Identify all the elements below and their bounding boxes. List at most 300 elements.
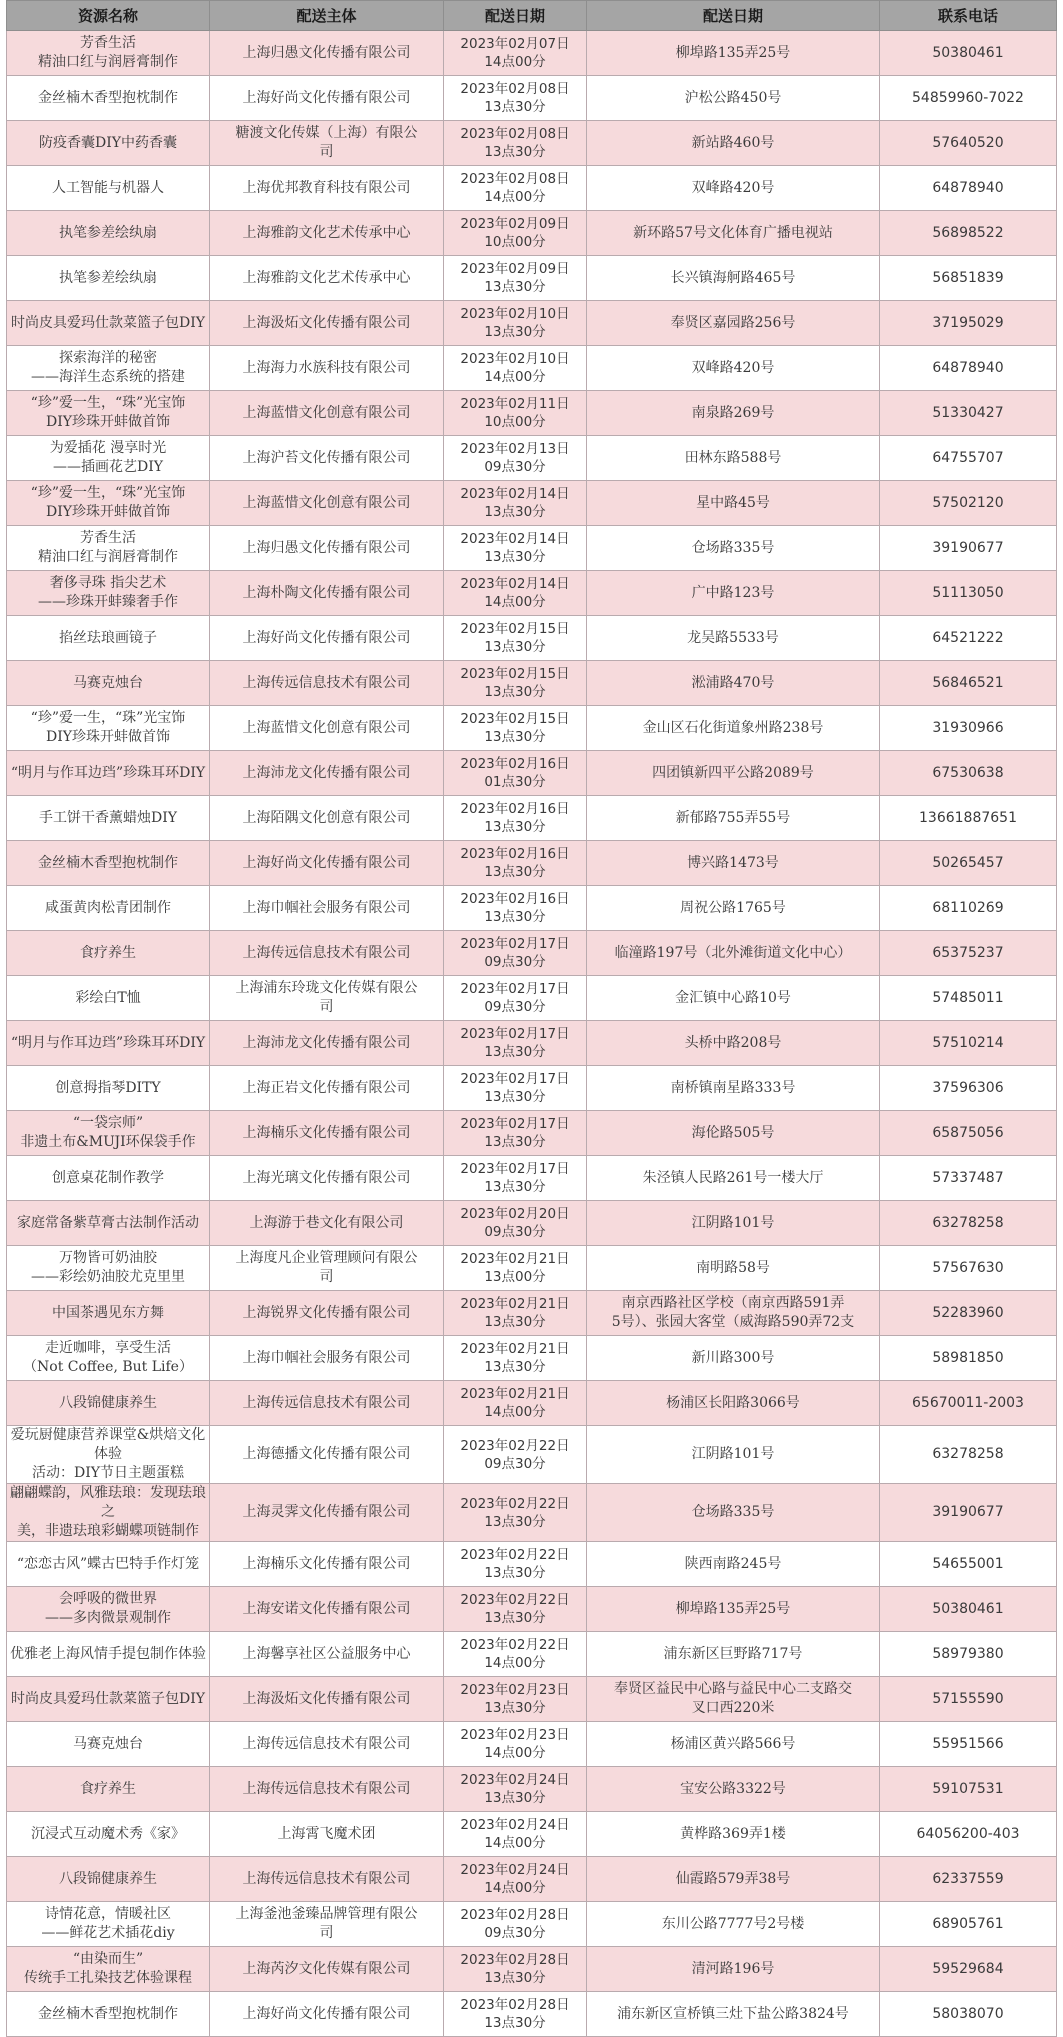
cell-provider-line: 上海好尚文化传播有限公司: [242, 89, 411, 106]
cell-address-line: 奉贤区嘉园路256号: [670, 314, 796, 331]
table-row: [7, 1947, 1057, 1992]
cell-phone: [880, 1066, 1057, 1111]
cell-resource-name: [7, 1947, 210, 1992]
cell-provider-line: 上海灵霁文化传播有限公司: [242, 1504, 411, 1520]
cell-phone: [880, 931, 1057, 976]
cell-date-line: 2023年02月17日: [460, 1071, 570, 1087]
cell-provider: [210, 1542, 444, 1587]
cell-phone: [880, 481, 1057, 526]
cell-date-line: 09点30分: [484, 1224, 546, 1240]
cell-address: [587, 886, 880, 931]
cell-provider: [210, 301, 444, 346]
cell-date: [444, 481, 587, 526]
table-row: [7, 481, 1057, 526]
cell-resource-name-line: 人工智能与机器人: [52, 179, 164, 196]
table-row: [7, 121, 1057, 166]
cell-date: [444, 1947, 587, 1992]
cell-phone: [880, 1291, 1057, 1336]
cell-address: [587, 751, 880, 796]
cell-provider-line: 上海沛龙文化传播有限公司: [242, 1034, 411, 1051]
cell-resource-name-line: 传统手工扎染技艺体验课程: [24, 1970, 192, 1986]
cell-phone: [880, 76, 1057, 121]
cell-date-line: 2023年02月21日: [460, 1341, 570, 1357]
table-row: [7, 1722, 1057, 1767]
cell-resource-name-line: 探索海洋的秘密: [59, 350, 157, 366]
cell-date-line: 13点30分: [484, 99, 546, 115]
cell-address: [587, 1902, 880, 1947]
cell-phone-line: 54655001: [932, 1555, 1004, 1572]
cell-address-line: 金汇镇中心路10号: [675, 989, 791, 1006]
cell-provider: [210, 1336, 444, 1381]
cell-date-line: 2023年02月13日: [460, 441, 570, 457]
cell-resource-name-line: 创意拇指琴DITY: [55, 1079, 161, 1096]
cell-date-line: 09点30分: [484, 459, 546, 475]
cell-resource-name: [7, 1201, 210, 1246]
cell-provider-line: 上海釜池釜臻品牌管理有限公: [235, 1906, 418, 1922]
cell-provider: [210, 841, 444, 886]
cell-date: [444, 1484, 587, 1542]
cell-date: [444, 1021, 587, 1066]
cell-resource-name: [7, 121, 210, 166]
cell-provider: [210, 1677, 444, 1722]
cell-address-line: 仙霞路579弄38号: [675, 1870, 791, 1887]
cell-date-line: 13点30分: [484, 1359, 546, 1375]
cell-address-line: 南桥镇南星路333号: [670, 1079, 796, 1096]
cell-provider-line: 上海霄飞魔术团: [277, 1825, 376, 1842]
cell-date: [444, 436, 587, 481]
cell-date: [444, 886, 587, 931]
cell-phone-line: 59107531: [932, 1780, 1004, 1797]
cell-date-line: 14点00分: [484, 54, 546, 70]
cell-date: [444, 1722, 587, 1767]
cell-address: [587, 1812, 880, 1857]
cell-provider-line: 上海海力水族科技有限公司: [242, 359, 411, 376]
cell-date-line: 13点30分: [484, 1700, 546, 1716]
cell-resource-name-line: 精油口红与润唇膏制作: [38, 549, 178, 565]
cell-resource-name: [7, 1677, 210, 1722]
cell-date-line: 2023年02月10日: [460, 306, 570, 322]
cell-date-line: 14点00分: [484, 1404, 546, 1420]
cell-date-line: 2023年02月17日: [460, 1116, 570, 1132]
cell-date-line: 13点30分: [484, 144, 546, 160]
cell-provider: [210, 1722, 444, 1767]
cell-date-line: 2023年02月22日: [460, 1637, 570, 1653]
cell-provider: [210, 31, 444, 76]
cell-phone: [880, 1857, 1057, 1902]
cell-address-line: 广中路123号: [691, 584, 775, 601]
cell-date-line: 2023年02月07日: [460, 36, 570, 52]
cell-resource-name-line: 食疗养生: [80, 1780, 136, 1797]
cell-resource-name-line: 掐丝珐琅画镜子: [59, 629, 157, 646]
cell-phone: [880, 1767, 1057, 1812]
cell-resource-name-line: 优雅老上海风情手提包制作体验: [10, 1645, 206, 1662]
cell-resource-name-line: 马赛克烛台: [73, 1735, 143, 1752]
cell-address: [587, 976, 880, 1021]
cell-provider: [210, 571, 444, 616]
cell-date-line: 14点00分: [484, 1880, 546, 1896]
cell-date: [444, 1111, 587, 1156]
cell-provider: [210, 1111, 444, 1156]
cell-date: [444, 76, 587, 121]
cell-address: [587, 1857, 880, 1902]
cell-provider: [210, 211, 444, 256]
cell-resource-name-line: 时尚皮具爱玛仕款菜篮子包DIY: [11, 1690, 205, 1707]
cell-address-line: 朱泾镇人民路261号一楼大厅: [642, 1169, 824, 1186]
cell-provider-line: 上海锐界文化传播有限公司: [242, 1304, 411, 1321]
cell-address: [587, 346, 880, 391]
cell-phone-line: 57155590: [932, 1690, 1004, 1707]
cell-date-line: 09点30分: [484, 999, 546, 1015]
cell-provider-line: 上海蓝惜文化创意有限公司: [242, 404, 411, 421]
table-row: [7, 841, 1057, 886]
cell-resource-name: [7, 1111, 210, 1156]
cell-date-line: 2023年02月10日: [460, 351, 570, 367]
cell-resource-name: [7, 1902, 210, 1947]
cell-date-line: 2023年02月23日: [460, 1727, 570, 1743]
cell-date: [444, 1587, 587, 1632]
cell-address-line: 柳埠路135弄25号: [675, 44, 791, 61]
cell-phone-line: 63278258: [932, 1214, 1004, 1231]
table-row: [7, 1542, 1057, 1587]
cell-address-line: 头桥中路208号: [684, 1034, 782, 1051]
cell-phone-line: 63278258: [932, 1446, 1004, 1462]
cell-phone: [880, 616, 1057, 661]
cell-provider-line: 司: [319, 144, 334, 160]
cell-provider-line: 上海传远信息技术有限公司: [242, 1735, 411, 1752]
cell-address: [587, 1156, 880, 1201]
cell-phone: [880, 1677, 1057, 1722]
cell-address: [587, 391, 880, 436]
cell-phone-line: 58038070: [932, 2005, 1004, 2022]
table-row: [7, 526, 1057, 571]
cell-phone-line: 13661887651: [919, 809, 1017, 826]
cell-date-line: 09点30分: [484, 1925, 546, 1941]
cell-date-line: 2023年02月15日: [460, 666, 570, 682]
cell-phone: [880, 1111, 1057, 1156]
cell-date-line: 2023年02月28日: [460, 1952, 570, 1968]
cell-provider: [210, 1812, 444, 1857]
cell-date: [444, 931, 587, 976]
table-row: [7, 436, 1057, 481]
cell-provider: [210, 886, 444, 931]
cell-date: [444, 256, 587, 301]
cell-phone-line: 57567630: [932, 1259, 1004, 1276]
table-row: [7, 1426, 1057, 1484]
table-row: [7, 31, 1057, 76]
cell-resource-name-line: 沉浸式互动魔术秀《家》: [31, 1825, 185, 1842]
table-row: [7, 166, 1057, 211]
cell-resource-name-line: 为爱插花 漫享时光: [49, 440, 167, 456]
cell-phone: [880, 346, 1057, 391]
cell-date-line: 13点00分: [484, 1269, 546, 1285]
cell-date-line: 2023年02月14日: [460, 486, 570, 502]
table-row: [7, 1201, 1057, 1246]
cell-resource-name-line: “明月与作耳边珰”珍珠耳环DIY: [10, 764, 206, 781]
cell-provider-line: 上海朴陶文化传播有限公司: [242, 584, 411, 601]
cell-phone-line: 64521222: [932, 629, 1004, 646]
cell-provider-line: 上海正岩文化传播有限公司: [242, 1079, 411, 1096]
cell-phone: [880, 1426, 1057, 1484]
cell-phone-line: 50380461: [932, 44, 1004, 61]
cell-resource-name-line: 咸蛋黄肉松青团制作: [45, 899, 171, 916]
cell-resource-name-line: ——鲜花艺术插花diy: [41, 1925, 175, 1941]
cell-resource-name: [7, 436, 210, 481]
cell-resource-name-line: “珍”爱一生，“珠”光宝饰: [30, 485, 186, 501]
cell-resource-name-line: 翩翩蝶韵，风雅珐琅：发现珐琅之: [10, 1485, 206, 1520]
cell-resource-name-line: 非遗土布&MUJI环保袋手作: [20, 1134, 196, 1150]
cell-date-line: 13点30分: [484, 1089, 546, 1105]
cell-resource-name-line: ——海洋生态系统的搭建: [31, 369, 185, 385]
cell-phone-line: 64056200-403: [916, 1825, 1020, 1842]
cell-resource-name-line: “由染而生”: [72, 1951, 144, 1967]
cell-address: [587, 1947, 880, 1992]
cell-date: [444, 166, 587, 211]
cell-address-line: 奉贤区益民中心路与益民中心二支路交: [614, 1681, 852, 1697]
cell-date-line: 2023年02月17日: [460, 981, 570, 997]
cell-address-line: 双峰路420号: [691, 359, 775, 376]
cell-address-line: 淞浦路470号: [691, 674, 775, 691]
cell-resource-name-line: “珍”爱一生，“珠”光宝饰: [30, 710, 186, 726]
table-row: [7, 1246, 1057, 1291]
cell-address-line: 东川公路7777号2号楼: [661, 1915, 805, 1932]
table-row: [7, 571, 1057, 616]
cell-date: [444, 976, 587, 1021]
cell-date: [444, 211, 587, 256]
cell-address: [587, 1291, 880, 1336]
cell-phone-line: 50265457: [932, 854, 1004, 871]
cell-phone-line: 52283960: [932, 1304, 1004, 1321]
cell-resource-name-line: 执笔参差绘纨扇: [59, 269, 157, 286]
cell-resource-name-line: 奢侈寻珠 指尖艺术: [49, 575, 167, 591]
cell-address-line: 龙吴路5533号: [687, 629, 779, 646]
cell-date-line: 2023年02月24日: [460, 1817, 570, 1833]
cell-address: [587, 1246, 880, 1291]
cell-date-line: 13点30分: [484, 684, 546, 700]
cell-phone-line: 50380461: [932, 1600, 1004, 1617]
cell-phone-line: 57337487: [932, 1169, 1004, 1186]
table-row: [7, 1902, 1057, 1947]
cell-resource-name: [7, 1992, 210, 2037]
cell-phone: [880, 1992, 1057, 2037]
cell-resource-name: [7, 706, 210, 751]
cell-address-line: 沪松公路450号: [684, 89, 782, 106]
cell-date-line: 2023年02月20日: [460, 1206, 570, 1222]
table-row: [7, 1632, 1057, 1677]
cell-address: [587, 526, 880, 571]
cell-date-line: 2023年02月11日: [460, 396, 570, 412]
cell-date-line: 2023年02月14日: [460, 531, 570, 547]
cell-provider: [210, 1066, 444, 1111]
cell-date-line: 2023年02月16日: [460, 846, 570, 862]
cell-date: [444, 796, 587, 841]
table-row: [7, 1587, 1057, 1632]
cell-resource-name: [7, 1767, 210, 1812]
cell-provider: [210, 1484, 444, 1542]
cell-resource-name: [7, 796, 210, 841]
cell-provider-line: 上海度凡企业管理顾问有限公: [235, 1250, 418, 1266]
cell-address-line: 海伦路505号: [691, 1124, 775, 1141]
table-row: [7, 1021, 1057, 1066]
cell-provider: [210, 1632, 444, 1677]
cell-date-line: 2023年02月16日: [460, 801, 570, 817]
cell-resource-name: [7, 481, 210, 526]
cell-phone: [880, 256, 1057, 301]
cell-address-line: 博兴路1473号: [687, 854, 779, 871]
cell-provider-line: 上海安诺文化传播有限公司: [242, 1600, 411, 1617]
cell-date-line: 13点30分: [484, 279, 546, 295]
cell-resource-name-line: 彩绘白T恤: [75, 989, 141, 1006]
cell-date: [444, 1857, 587, 1902]
cell-provider-line: 上海巾帼社会服务有限公司: [242, 899, 411, 916]
cell-phone-line: 65875056: [932, 1124, 1004, 1141]
cell-address: [587, 571, 880, 616]
schedule-table-container: [6, 0, 1056, 2037]
cell-phone: [880, 841, 1057, 886]
cell-phone: [880, 1902, 1057, 1947]
cell-phone-line: 39190677: [932, 1504, 1004, 1520]
cell-resource-name: [7, 391, 210, 436]
cell-date-line: 2023年02月22日: [460, 1592, 570, 1608]
cell-provider: [210, 1426, 444, 1484]
cell-phone: [880, 1336, 1057, 1381]
cell-provider-line: 上海传远信息技术有限公司: [242, 944, 411, 961]
cell-phone: [880, 1632, 1057, 1677]
cell-resource-name-line: “珍”爱一生，“珠”光宝饰: [30, 395, 186, 411]
cell-resource-name-line: 诗情花意，情暖社区: [45, 1906, 171, 1922]
cell-date-line: 09点30分: [484, 1455, 546, 1472]
header-phone: 联系电话: [880, 1, 1057, 31]
cell-phone: [880, 1587, 1057, 1632]
cell-phone: [880, 121, 1057, 166]
cell-resource-name-line: 金丝楠木香型抱枕制作: [38, 854, 178, 871]
table-row: [7, 616, 1057, 661]
cell-date-line: 01点30分: [484, 774, 546, 790]
cell-address-line: 新郁路755弄55号: [675, 809, 791, 826]
cell-phone: [880, 751, 1057, 796]
cell-date-line: 2023年02月28日: [460, 1997, 570, 2013]
table-row: [7, 1812, 1057, 1857]
cell-date: [444, 1291, 587, 1336]
cell-address: [587, 31, 880, 76]
table-row: [7, 1484, 1057, 1542]
header-delivery-address: 配送日期: [587, 1, 880, 31]
cell-resource-name: [7, 1291, 210, 1336]
cell-resource-name-line: 食疗养生: [80, 944, 136, 961]
cell-address: [587, 76, 880, 121]
cell-date: [444, 1767, 587, 1812]
cell-provider: [210, 661, 444, 706]
cell-date-line: 14点00分: [484, 189, 546, 205]
cell-date-line: 13点30分: [484, 864, 546, 880]
cell-provider: [210, 526, 444, 571]
cell-address-line: 周祝公路1765号: [680, 899, 786, 916]
cell-provider-line: 上海馨享社区公益服务中心: [242, 1645, 411, 1662]
cell-date-line: 2023年02月09日: [460, 216, 570, 232]
cell-address-line: 田林东路588号: [684, 449, 782, 466]
cell-provider-line: 上海传远信息技术有限公司: [242, 1394, 411, 1411]
cell-provider: [210, 1902, 444, 1947]
cell-provider-line: 上海游于巷文化有限公司: [249, 1214, 404, 1231]
cell-provider-line: 上海芮汐文化传媒有限公司: [242, 1960, 411, 1977]
cell-provider-line: 司: [319, 999, 334, 1015]
cell-resource-name: [7, 346, 210, 391]
cell-phone-line: 56846521: [932, 674, 1004, 691]
cell-date: [444, 526, 587, 571]
cell-phone-line: 62337559: [932, 1870, 1004, 1887]
cell-provider-line: 上海楠乐文化传播有限公司: [242, 1124, 411, 1141]
cell-date: [444, 121, 587, 166]
cell-resource-name: [7, 1021, 210, 1066]
cell-date-line: 13点30分: [484, 1134, 546, 1150]
cell-address: [587, 1484, 880, 1542]
cell-date-line: 13点30分: [484, 1565, 546, 1581]
table-row: [7, 1767, 1057, 1812]
cell-resource-name: [7, 1722, 210, 1767]
cell-address-line: 宝安公路3322号: [680, 1780, 786, 1797]
cell-resource-name: [7, 1632, 210, 1677]
cell-date-line: 2023年02月21日: [460, 1251, 570, 1267]
cell-date: [444, 391, 587, 436]
cell-resource-name-line: DIY珍珠开蚌做首饰: [46, 504, 170, 520]
cell-date-line: 13点30分: [484, 2015, 546, 2031]
cell-phone-line: 57640520: [932, 134, 1004, 151]
cell-address-line: 南京西路社区学校（南京西路591弄: [621, 1295, 845, 1311]
cell-address-line: 新川路300号: [691, 1349, 775, 1366]
cell-address: [587, 931, 880, 976]
cell-resource-name: [7, 751, 210, 796]
cell-provider-line: 司: [319, 1925, 334, 1941]
cell-provider: [210, 931, 444, 976]
cell-phone: [880, 1812, 1057, 1857]
cell-provider-line: 上海沛龙文化传播有限公司: [242, 764, 411, 781]
cell-resource-name-line: “明月与作耳边珰”珍珠耳环DIY: [10, 1034, 206, 1051]
cell-phone-line: 51330427: [932, 404, 1004, 421]
cell-phone-line: 57502120: [932, 494, 1004, 511]
cell-phone-line: 57510214: [932, 1034, 1004, 1051]
cell-resource-name-line: 金丝楠木香型抱枕制作: [38, 2005, 178, 2022]
cell-resource-name-line: ——彩绘奶油胶尤克里里: [31, 1269, 185, 1285]
cell-date-line: 2023年02月22日: [460, 1495, 570, 1512]
cell-resource-name-line: ——珍珠开蚌臻奢手作: [38, 594, 178, 610]
cell-date-line: 2023年02月09日: [460, 261, 570, 277]
cell-resource-name-line: DIY珍珠开蚌做首饰: [46, 414, 170, 430]
cell-phone-line: 59529684: [932, 1960, 1004, 1977]
cell-provider-line: 上海光璃文化传播有限公司: [242, 1169, 411, 1186]
table-body: [7, 31, 1057, 2037]
cell-phone: [880, 1542, 1057, 1587]
cell-date-line: 2023年02月22日: [460, 1547, 570, 1563]
header-provider: 配送主体: [210, 1, 444, 31]
cell-date-line: 13点30分: [484, 549, 546, 565]
cell-provider: [210, 1201, 444, 1246]
cell-resource-name: [7, 1246, 210, 1291]
table-row: [7, 1111, 1057, 1156]
cell-date: [444, 1066, 587, 1111]
cell-address: [587, 841, 880, 886]
cell-address: [587, 166, 880, 211]
cell-phone-line: 65670011-2003: [912, 1394, 1024, 1411]
table-row: [7, 976, 1057, 1021]
cell-date: [444, 1201, 587, 1246]
cell-provider: [210, 391, 444, 436]
cell-provider: [210, 751, 444, 796]
cell-date: [444, 1426, 587, 1484]
cell-date-line: 14点00分: [484, 594, 546, 610]
cell-phone: [880, 796, 1057, 841]
cell-address: [587, 301, 880, 346]
table-row: [7, 1677, 1057, 1722]
cell-provider: [210, 1587, 444, 1632]
